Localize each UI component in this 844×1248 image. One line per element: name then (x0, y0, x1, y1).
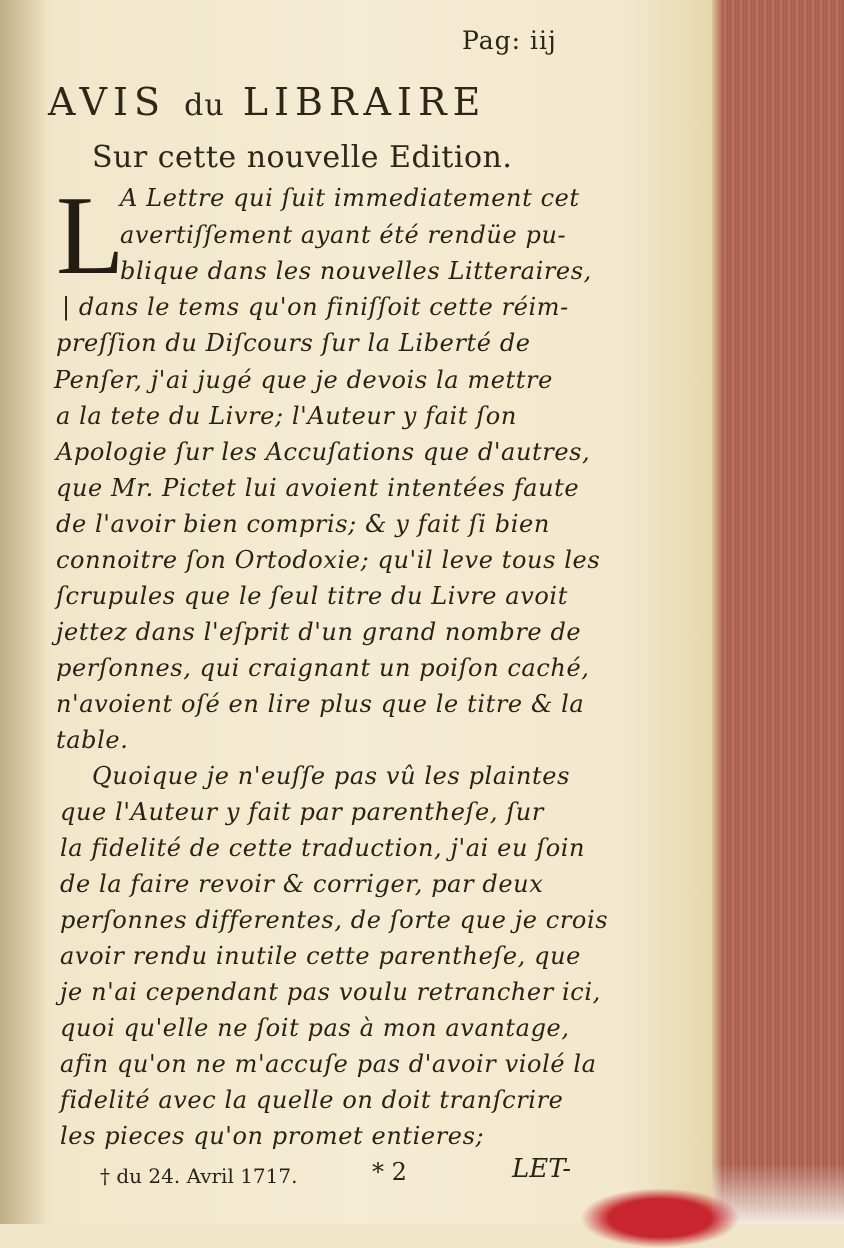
text-line: fidelité avec la quelle on doit tranſcrire (60, 1086, 564, 1114)
text-line: A Lettre qui ſuit immediatement cet (120, 184, 580, 212)
text-line: blique dans les nouvelles Litteraires, (120, 257, 592, 285)
text-line: n'avoient oſé en lire plus que le titre & la (56, 690, 585, 718)
page-fore-edge (712, 0, 844, 1224)
text-line: je n'ai cependant pas voulu retrancher ici, (60, 978, 601, 1006)
text-line: connoitre ſon Ortodoxie; qu'il leve tous les (56, 546, 601, 574)
drop-cap: L (56, 174, 125, 298)
text-line: de la faire revoir & corriger, par deux (60, 870, 544, 898)
footnote: † du 24. Avril 1717. (100, 1164, 298, 1188)
text-line: quoi qu'elle ne ſoit pas à mon avantage, (60, 1014, 570, 1042)
text-line: | dans le tems qu'on finiſſoit cette réim- (62, 293, 569, 321)
title-avis: AVIS (48, 80, 167, 124)
text-line: jettez dans l'eſprit d'un grand nombre de (56, 618, 582, 646)
text-line: que Mr. Pictet lui avoient intentées faute (56, 474, 580, 502)
signature-mark: * 2 (372, 1158, 407, 1186)
text-line: avoir rendu inutile cette parentheſe, que (60, 942, 581, 970)
title-libraire: LIBRAIRE (242, 80, 487, 124)
text-line: ſcrupules que le ſeul titre du Livre avoit (56, 582, 568, 610)
text-line: Apologie ſur les Accuſations que d'autres, (56, 438, 591, 466)
text-line: a la tete du Livre; l'Auteur y fait ſon (56, 402, 517, 430)
text-line: les pieces qu'on promet entieres; (60, 1122, 485, 1150)
text-line: preſſion du Diſcours ſur la Liberté de (56, 329, 531, 357)
text-line: de l'avoir bien compris; & y fait ſi bien (56, 510, 550, 538)
title-du: du (184, 88, 225, 123)
text-line: perſonnes differentes, de ſorte que je crois (60, 906, 609, 934)
text-line: Quoique je n'euſſe pas vû les plaintes (92, 762, 571, 790)
page-number-header: Pag: iij (462, 26, 557, 55)
page-subtitle: Sur cette nouvelle Edition. (92, 140, 513, 175)
text-line: perſonnes, qui craignant un poiſon caché, (56, 654, 590, 682)
text-line: afin qu'on ne m'accuſe pas d'avoir violé la (60, 1050, 597, 1078)
text-line: Penſer, j'ai jugé que je devois la mettre (54, 366, 553, 394)
text-line: que l'Auteur y fait par parentheſe, ſur (60, 798, 544, 826)
catchword: LET- (512, 1154, 572, 1184)
text-line: la fidelité de cette traduction, j'ai eu ſoin (60, 834, 586, 862)
text-line: avertiſſement ayant été rendüe pu- (120, 221, 567, 249)
text-line: table. (56, 726, 129, 754)
